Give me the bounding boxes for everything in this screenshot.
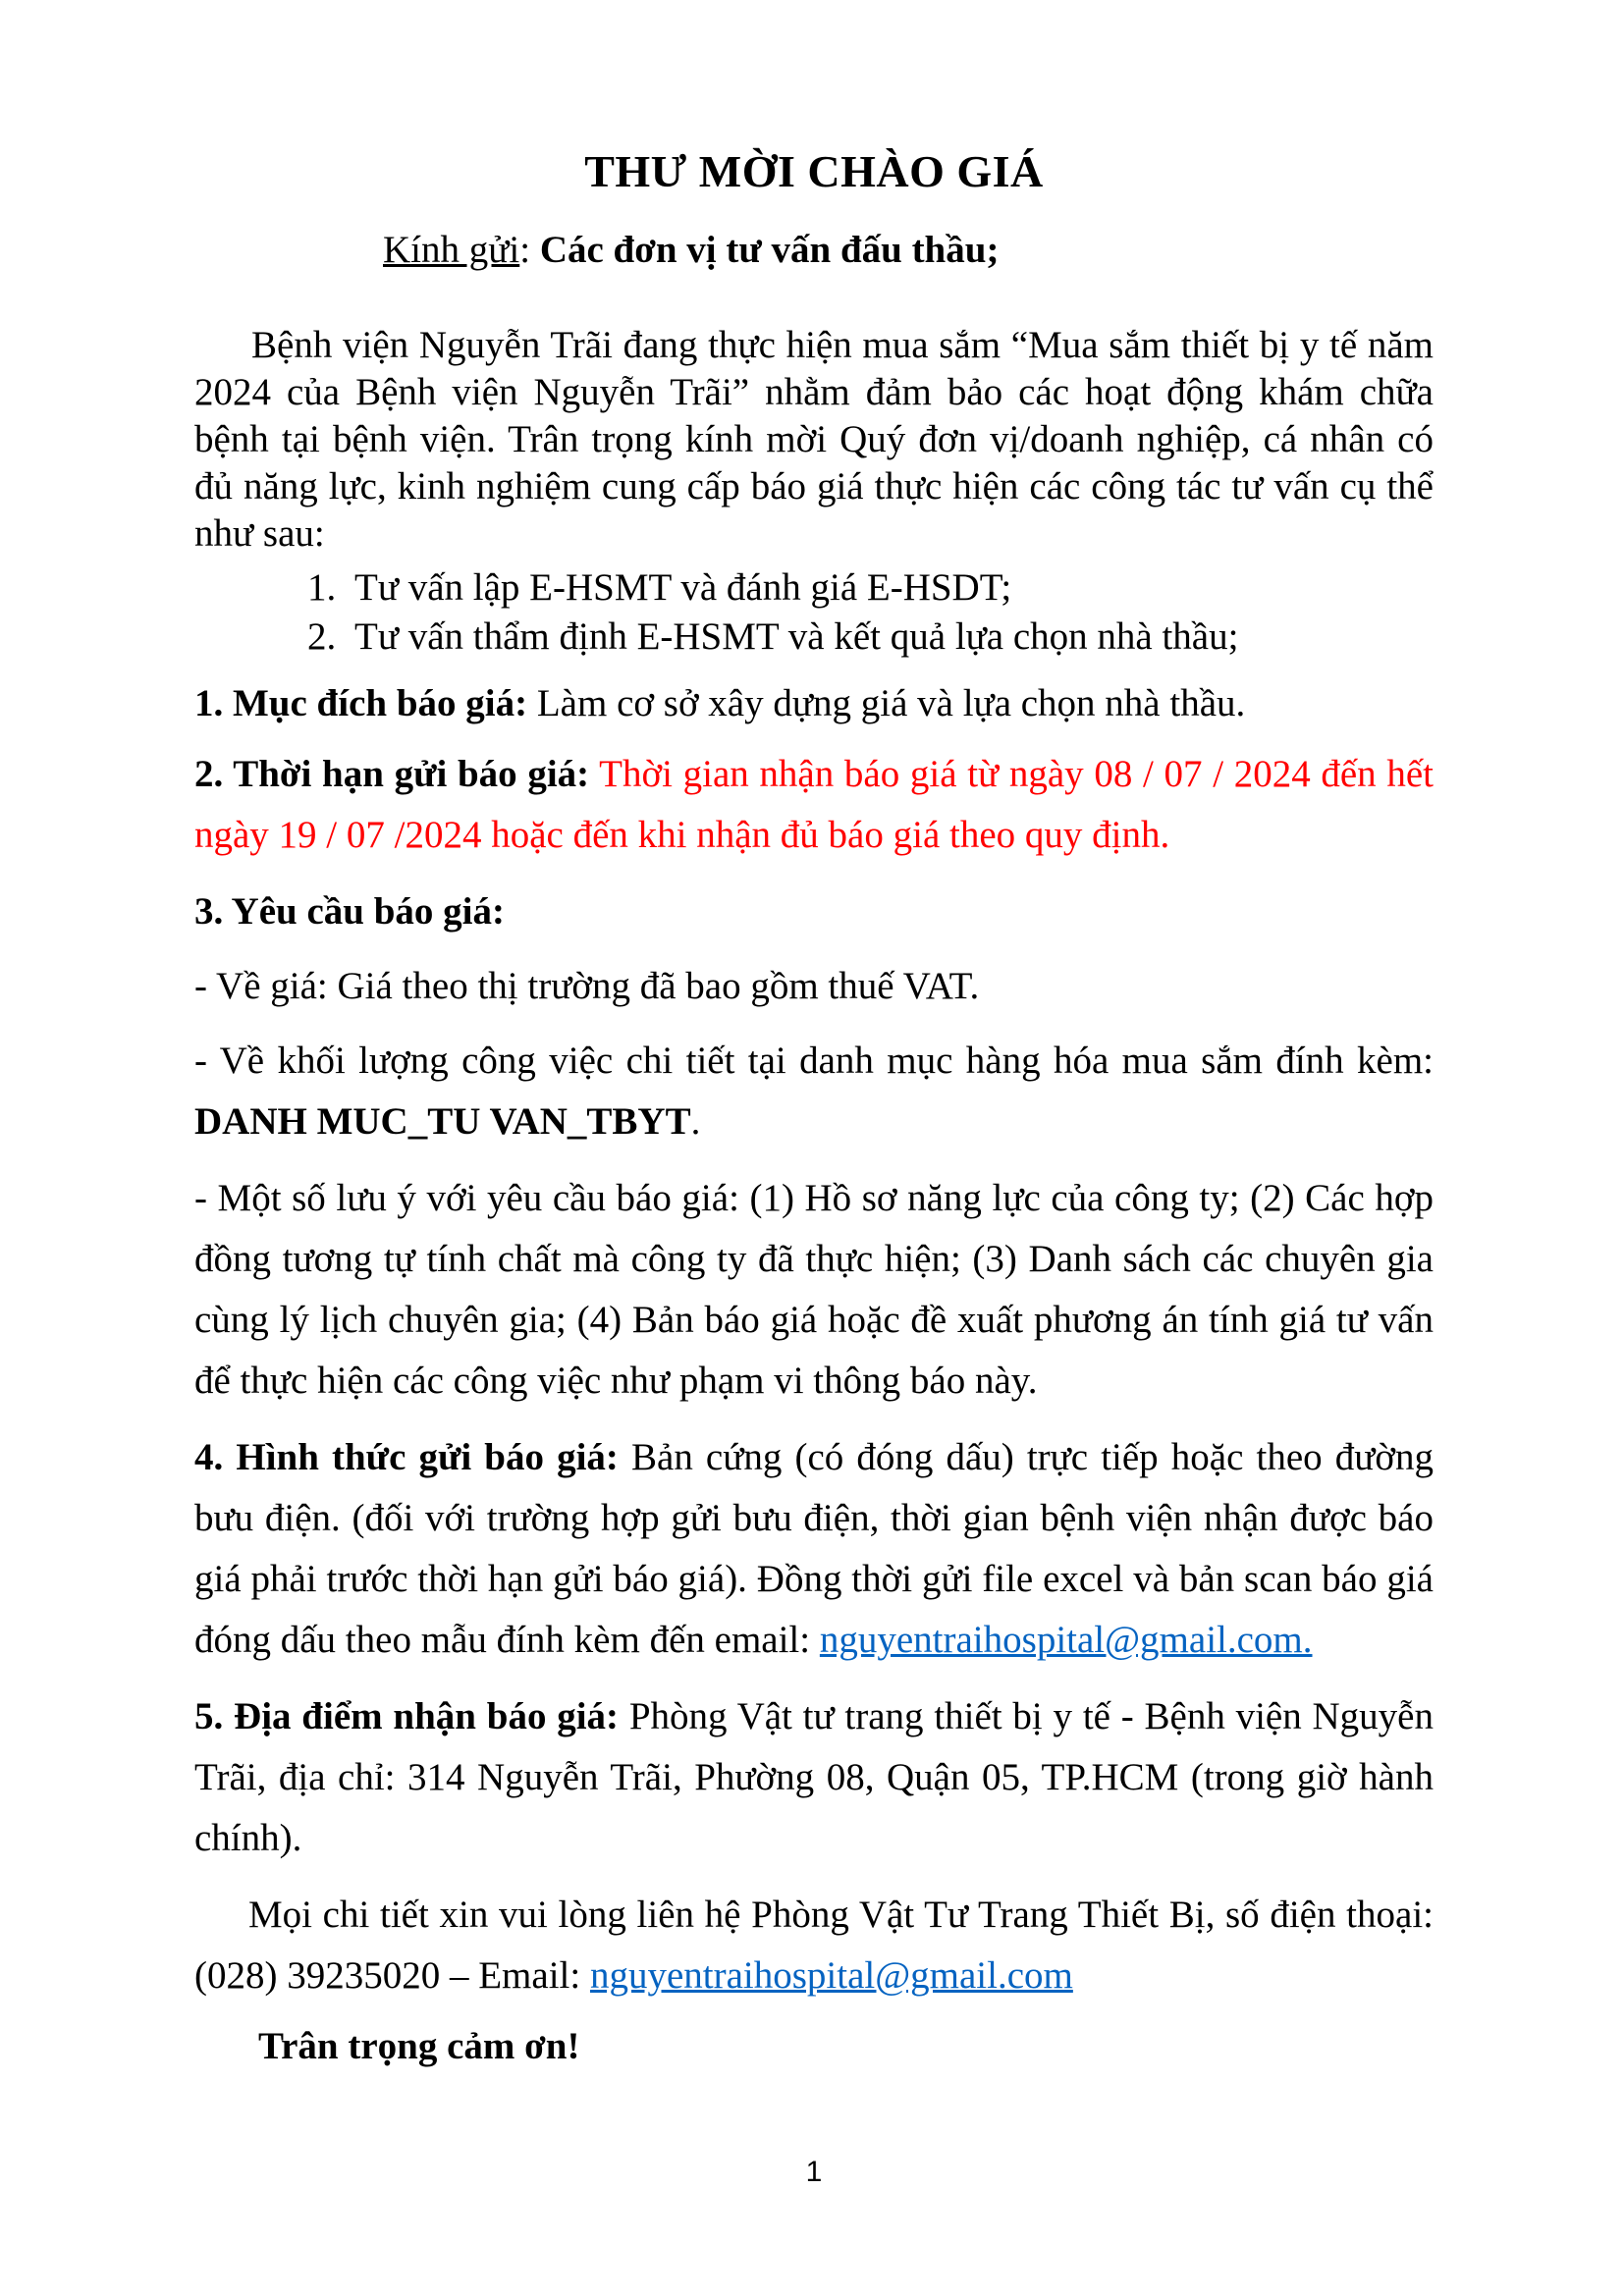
section-4-heading: 4. Hình thức gửi báo giá: bbox=[194, 1436, 619, 1478]
page-number: 1 bbox=[805, 2156, 823, 2188]
document-title: THƯ MỜI CHÀO GIÁ bbox=[584, 146, 1044, 196]
contact-paragraph bbox=[194, 1885, 1434, 2006]
salutation-recipient: Các đơn vị tư vấn đấu thầu; bbox=[539, 229, 1000, 271]
contact-email-link[interactable]: nguyentraihospital@gmail.com bbox=[589, 1954, 1073, 1997]
section-3-attachment-name: DANH MUC_TU VAN_TBYT bbox=[194, 1100, 691, 1143]
task-list bbox=[194, 563, 1434, 662]
task-list-item-2 bbox=[194, 613, 1434, 662]
section-3-price-item: - Về giá: Giá theo thị trường đã bao gồm thuế VAT. bbox=[194, 965, 980, 1007]
section-3-heading: 3. Yêu cầu báo giá: bbox=[194, 890, 505, 933]
closing-line: Trân trọng cảm ơn! bbox=[258, 2025, 580, 2067]
section-4-text: Bản cứng (có đóng dấu) trực tiếp hoặc theo đường bưu điện. (đối với trường hợp gửi bưu điện, thời gian bệnh viện nhận được báo giá phải trước thời hạn gửi báo giá). Đồng thời gửi file excel và bản scan báo giá đóng dấu theo mẫu đính kèm đến email: bbox=[194, 1436, 1434, 1661]
section-3-scope-item bbox=[194, 1031, 1434, 1152]
salutation-separator: : bbox=[519, 229, 540, 271]
section-2-deadline-text: Thời gian nhận báo giá từ ngày 08 / 07 / 2024 đến hết ngày 19 / 07 /2024 hoặc đến khi nhận đủ báo giá theo quy định. bbox=[194, 753, 1435, 856]
section-5-heading: 5. Địa điểm nhận báo giá: bbox=[194, 1695, 620, 1737]
section-3-notes-item: - Một số lưu ý với yêu cầu báo giá: (1) Hồ sơ năng lực của công ty; (2) Các hợp đồng tương tự tính chất mà công ty đã thực hiện; (3) Danh sách các chuyên gia cùng lý lịch chuyên gia; (4) Bản báo giá hoặc đề xuất phương án tính giá tư vấn để thực hiện các công việc như phạm vi thông báo này. bbox=[194, 1177, 1434, 1402]
section-3-requirements bbox=[194, 881, 1434, 942]
section-1-heading: 1. Mục đích báo giá: bbox=[194, 682, 528, 724]
section-3-scope-text: - Về khối lượng công việc chi tiết tại danh mục hàng hóa mua sắm đính kèm: bbox=[194, 1040, 1434, 1082]
section-5-location bbox=[194, 1686, 1434, 1869]
salutation-label: Kính gửi bbox=[383, 229, 520, 271]
contact-text: Mọi chi tiết xin vui lòng liên hệ Phòng Vật Tư Trang Thiết Bị, số điện thoại: (028) 39235020 – Email: bbox=[194, 1894, 1434, 1997]
section-4-delivery bbox=[194, 1427, 1434, 1671]
salutation-line bbox=[383, 226, 1434, 275]
section-1-purpose bbox=[194, 673, 1434, 734]
document-content bbox=[194, 0, 1434, 2077]
task-list-item-2-number: 2. bbox=[307, 615, 337, 658]
section-3-scope-suffix: . bbox=[690, 1100, 701, 1143]
task-list-item-1-number: 1. bbox=[307, 566, 337, 609]
section-2-heading: 2. Thời hạn gửi báo giá: bbox=[194, 753, 590, 795]
task-list-item-1 bbox=[194, 563, 1434, 613]
intro-paragraph: Bệnh viện Nguyễn Trãi đang thực hiện mua sắm “Mua sắm thiết bị y tế năm 2024 của Bệnh viện Nguyễn Trãi” nhằm đảm bảo các hoạt động khám chữa bệnh tại bệnh viện. Trân trọng kính mời Quý đơn vị/doanh nghiệp, cá nhân có đủ năng lực, kinh nghiệm cung cấp báo giá thực hiện các công tác tư vấn cụ thể như sau: bbox=[194, 324, 1434, 555]
task-list-item-1-text: Tư vấn lập E-HSMT và đánh giá E-HSDT; bbox=[354, 566, 1012, 609]
task-list-item-2-text: Tư vấn thẩm định E-HSMT và kết quả lựa chọn nhà thầu; bbox=[354, 615, 1239, 658]
section-2-deadline bbox=[194, 744, 1434, 866]
email-link[interactable]: nguyentraihospital@gmail.com. bbox=[819, 1619, 1313, 1661]
section-1-text: Làm cơ sở xây dựng giá và lựa chọn nhà thầu. bbox=[527, 682, 1246, 724]
section-5-text: Phòng Vật tư trang thiết bị y tế - Bệnh viện Nguyễn Trãi, địa chỉ: 314 Nguyễn Trãi, Phường 08, Quận 05, TP.HCM (trong giờ hành chính). bbox=[194, 1695, 1434, 1859]
